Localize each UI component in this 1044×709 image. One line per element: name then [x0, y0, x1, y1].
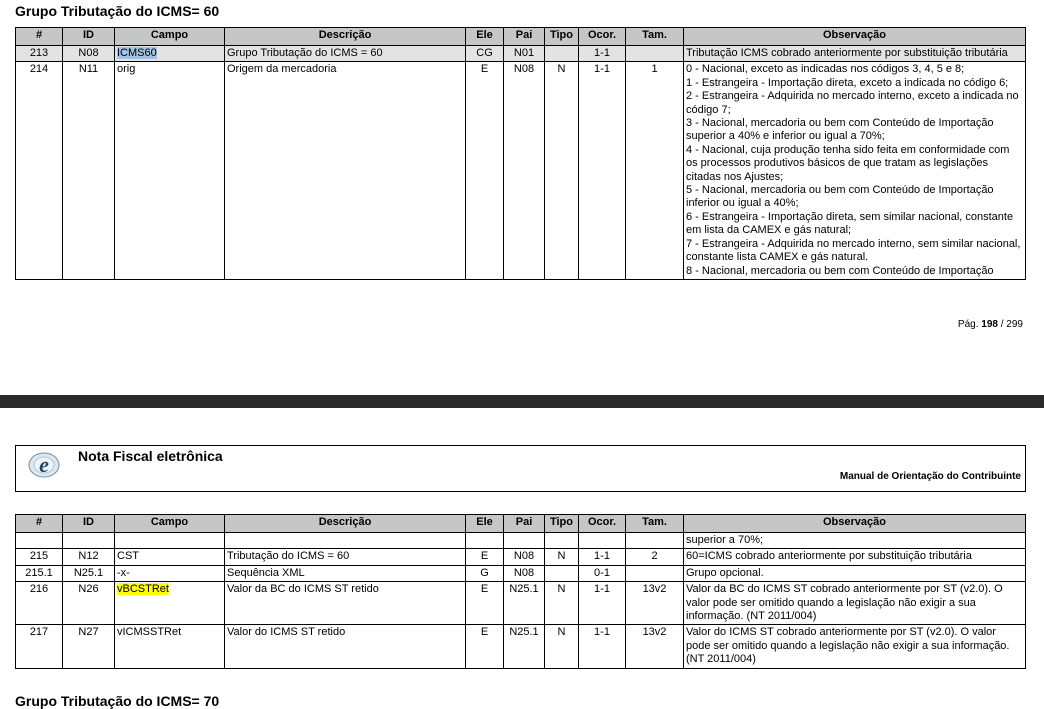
col-id: ID	[63, 515, 115, 533]
cell-tam: 1	[626, 62, 684, 280]
cell-pai: N08	[504, 565, 545, 581]
cell-tipo: N	[545, 582, 579, 625]
col-id: ID	[63, 28, 115, 46]
cell-ele: E	[466, 549, 504, 565]
cell-num: 215.1	[16, 565, 63, 581]
cell-pai: N25.1	[504, 625, 545, 668]
page-number	[958, 319, 1023, 330]
cell-tipo: N	[545, 625, 579, 668]
col-ele: Ele	[466, 515, 504, 533]
page-separator	[0, 395, 1044, 408]
cell-id: N11	[63, 62, 115, 280]
cell-ele: E	[466, 62, 504, 280]
table-row	[16, 565, 1026, 581]
cell-num: 216	[16, 582, 63, 625]
next-section-title: Grupo Tributação do ICMS= 70	[15, 693, 220, 709]
cell-tipo: N	[545, 62, 579, 280]
cell-ocor: 1-1	[579, 582, 626, 625]
cell-campo: CST	[115, 549, 225, 565]
cell-pai: N08	[504, 549, 545, 565]
table-header	[16, 515, 1026, 533]
document-subtitle: Manual de Orientação do Contribuinte	[839, 471, 1021, 482]
col-pai: Pai	[504, 515, 545, 533]
cell-ele: E	[466, 582, 504, 625]
cell-tam	[626, 46, 684, 62]
col-ocor: Ocor.	[579, 28, 626, 46]
obs-line: 2 - Estrangeira - Adquirida no mercado interno, exceto a indicada no código 7;	[686, 90, 1019, 116]
highlighted-text: vBCSTRet	[117, 583, 169, 596]
cell-descricao: Tributação do ICMS = 60	[225, 549, 466, 565]
cell-descricao: Grupo Tributação do ICMS = 60	[225, 46, 466, 62]
obs-line: 5 - Nacional, mercadoria ou bem com Conteúdo de Importação inferior ou igual a 40%;	[686, 184, 994, 210]
cell-observacao: superior a 70%;	[684, 533, 1026, 549]
document-title: Nota Fiscal eletrônica	[78, 448, 223, 464]
cell-tam: 13v2	[626, 582, 684, 625]
obs-line: 6 - Estrangeira - Importação direta, sem similar nacional, constante em lista da CAMEX e gás natural;	[686, 210, 1014, 237]
cell-ocor: 0-1	[579, 565, 626, 581]
obs-line: 3 - Nacional, mercadoria ou bem com Conteúdo de Importação superior a 40% e inferior ou igual a 70%;	[686, 117, 994, 143]
page-total: / 299	[997, 319, 1023, 330]
cell-tipo	[545, 46, 579, 62]
fields-table-1	[15, 27, 1026, 280]
col-campo: Campo	[115, 515, 225, 533]
cell-ele: G	[466, 565, 504, 581]
cell-tipo: N	[545, 549, 579, 565]
cell-descricao: Valor do ICMS ST retido	[225, 625, 466, 668]
table-row	[16, 46, 1026, 62]
cell-campo: orig	[115, 62, 225, 280]
col-descricao: Descrição	[225, 28, 466, 46]
cell-tam: 13v2	[626, 625, 684, 668]
fields-table-2	[15, 514, 1026, 669]
col-ele: Ele	[466, 28, 504, 46]
cell-pai: N25.1	[504, 582, 545, 625]
cell-pai: N08	[504, 62, 545, 280]
cell-ocor: 1-1	[579, 549, 626, 565]
col-tipo: Tipo	[545, 28, 579, 46]
col-pai: Pai	[504, 28, 545, 46]
page-prefix: Pág.	[957, 319, 982, 330]
table-row	[16, 582, 1026, 625]
cell-id: N27	[63, 625, 115, 668]
nfe-logo-icon	[24, 448, 62, 480]
cell-campo	[115, 582, 225, 625]
cell-ele: E	[466, 625, 504, 668]
cell-id: N08	[63, 46, 115, 62]
cell-ocor: 1-1	[579, 62, 626, 280]
cell-tam	[626, 565, 684, 581]
col-descricao: Descrição	[225, 515, 466, 533]
cell-id: N25.1	[63, 565, 115, 581]
col-tam: Tam.	[626, 28, 684, 46]
cell-campo: vICMSSTRet	[115, 625, 225, 668]
cell-ele: CG	[466, 46, 504, 62]
document-header	[15, 445, 1026, 492]
obs-line: 7 - Estrangeira - Adquirida no mercado interno, sem similar nacional, constante lista CAMEX e gás natural.	[686, 237, 1021, 264]
cell-observacao: Valor da BC do ICMS ST cobrado anteriormente por ST (v2.0). O valor pode ser omitido quando a legislação não exigir a sua informação. (NT 2011/004)	[684, 582, 1026, 625]
col-ocor: Ocor.	[579, 515, 626, 533]
page-current: 198	[981, 319, 998, 330]
cell-observacao: Valor do ICMS ST cobrado anteriormente por ST (v2.0). O valor pode ser omitido quando a legislação não exigir a sua informação. (NT 2011/004)	[684, 625, 1026, 668]
table-row	[16, 625, 1026, 668]
cell-num: 214	[16, 62, 63, 280]
obs-line: 4 - Nacional, cuja produção tenha sido feita em conformidade com os processos produtivos básicos de que tratam as legislações citadas nos Ajustes;	[686, 143, 1010, 183]
cell-descricao: Sequência XML	[225, 565, 466, 581]
cell-tipo	[545, 565, 579, 581]
cell-observacao	[684, 62, 1026, 280]
cell-descricao: Origem da mercadoria	[225, 62, 466, 280]
table-row	[16, 549, 1026, 565]
col-num: #	[16, 515, 63, 533]
col-observacao: Observação	[684, 515, 1026, 533]
cell-ocor: 1-1	[579, 46, 626, 62]
selected-text[interactable]: ICMS60	[117, 47, 157, 59]
logo-letter: e	[39, 452, 49, 477]
cell-num: 217	[16, 625, 63, 668]
cell-observacao: Grupo opcional.	[684, 565, 1026, 581]
cell-descricao: Valor da BC do ICMS ST retido	[225, 582, 466, 625]
cell-tam: 2	[626, 549, 684, 565]
col-tam: Tam.	[626, 515, 684, 533]
cell-campo: -x-	[115, 565, 225, 581]
section-title: Grupo Tributação do ICMS= 60	[15, 3, 220, 19]
cell-id: N26	[63, 582, 115, 625]
col-campo: Campo	[115, 28, 225, 46]
col-tipo: Tipo	[545, 515, 579, 533]
continuation-row	[16, 533, 1026, 549]
col-observacao: Observação	[684, 28, 1026, 46]
table-header	[16, 28, 1026, 46]
cell-campo	[115, 46, 225, 62]
cell-num: 215	[16, 549, 63, 565]
col-num: #	[16, 28, 63, 46]
cell-ocor: 1-1	[579, 625, 626, 668]
obs-line: 8 - Nacional, mercadoria ou bem com Conteúdo de Importação	[686, 264, 994, 277]
cell-pai: N01	[504, 46, 545, 62]
cell-observacao: 60=ICMS cobrado anteriormente por substituição tributária	[684, 549, 1026, 565]
cell-num: 213	[16, 46, 63, 62]
cell-id: N12	[63, 549, 115, 565]
obs-line: 0 - Nacional, exceto as indicadas nos códigos 3, 4, 5 e 8;	[686, 63, 965, 76]
table-row	[16, 62, 1026, 280]
cell-observacao: Tributação ICMS cobrado anteriormente por substituição tributária	[684, 46, 1026, 62]
obs-line: 1 - Estrangeira - Importação direta, exceto a indicada no código 6;	[686, 76, 1009, 89]
